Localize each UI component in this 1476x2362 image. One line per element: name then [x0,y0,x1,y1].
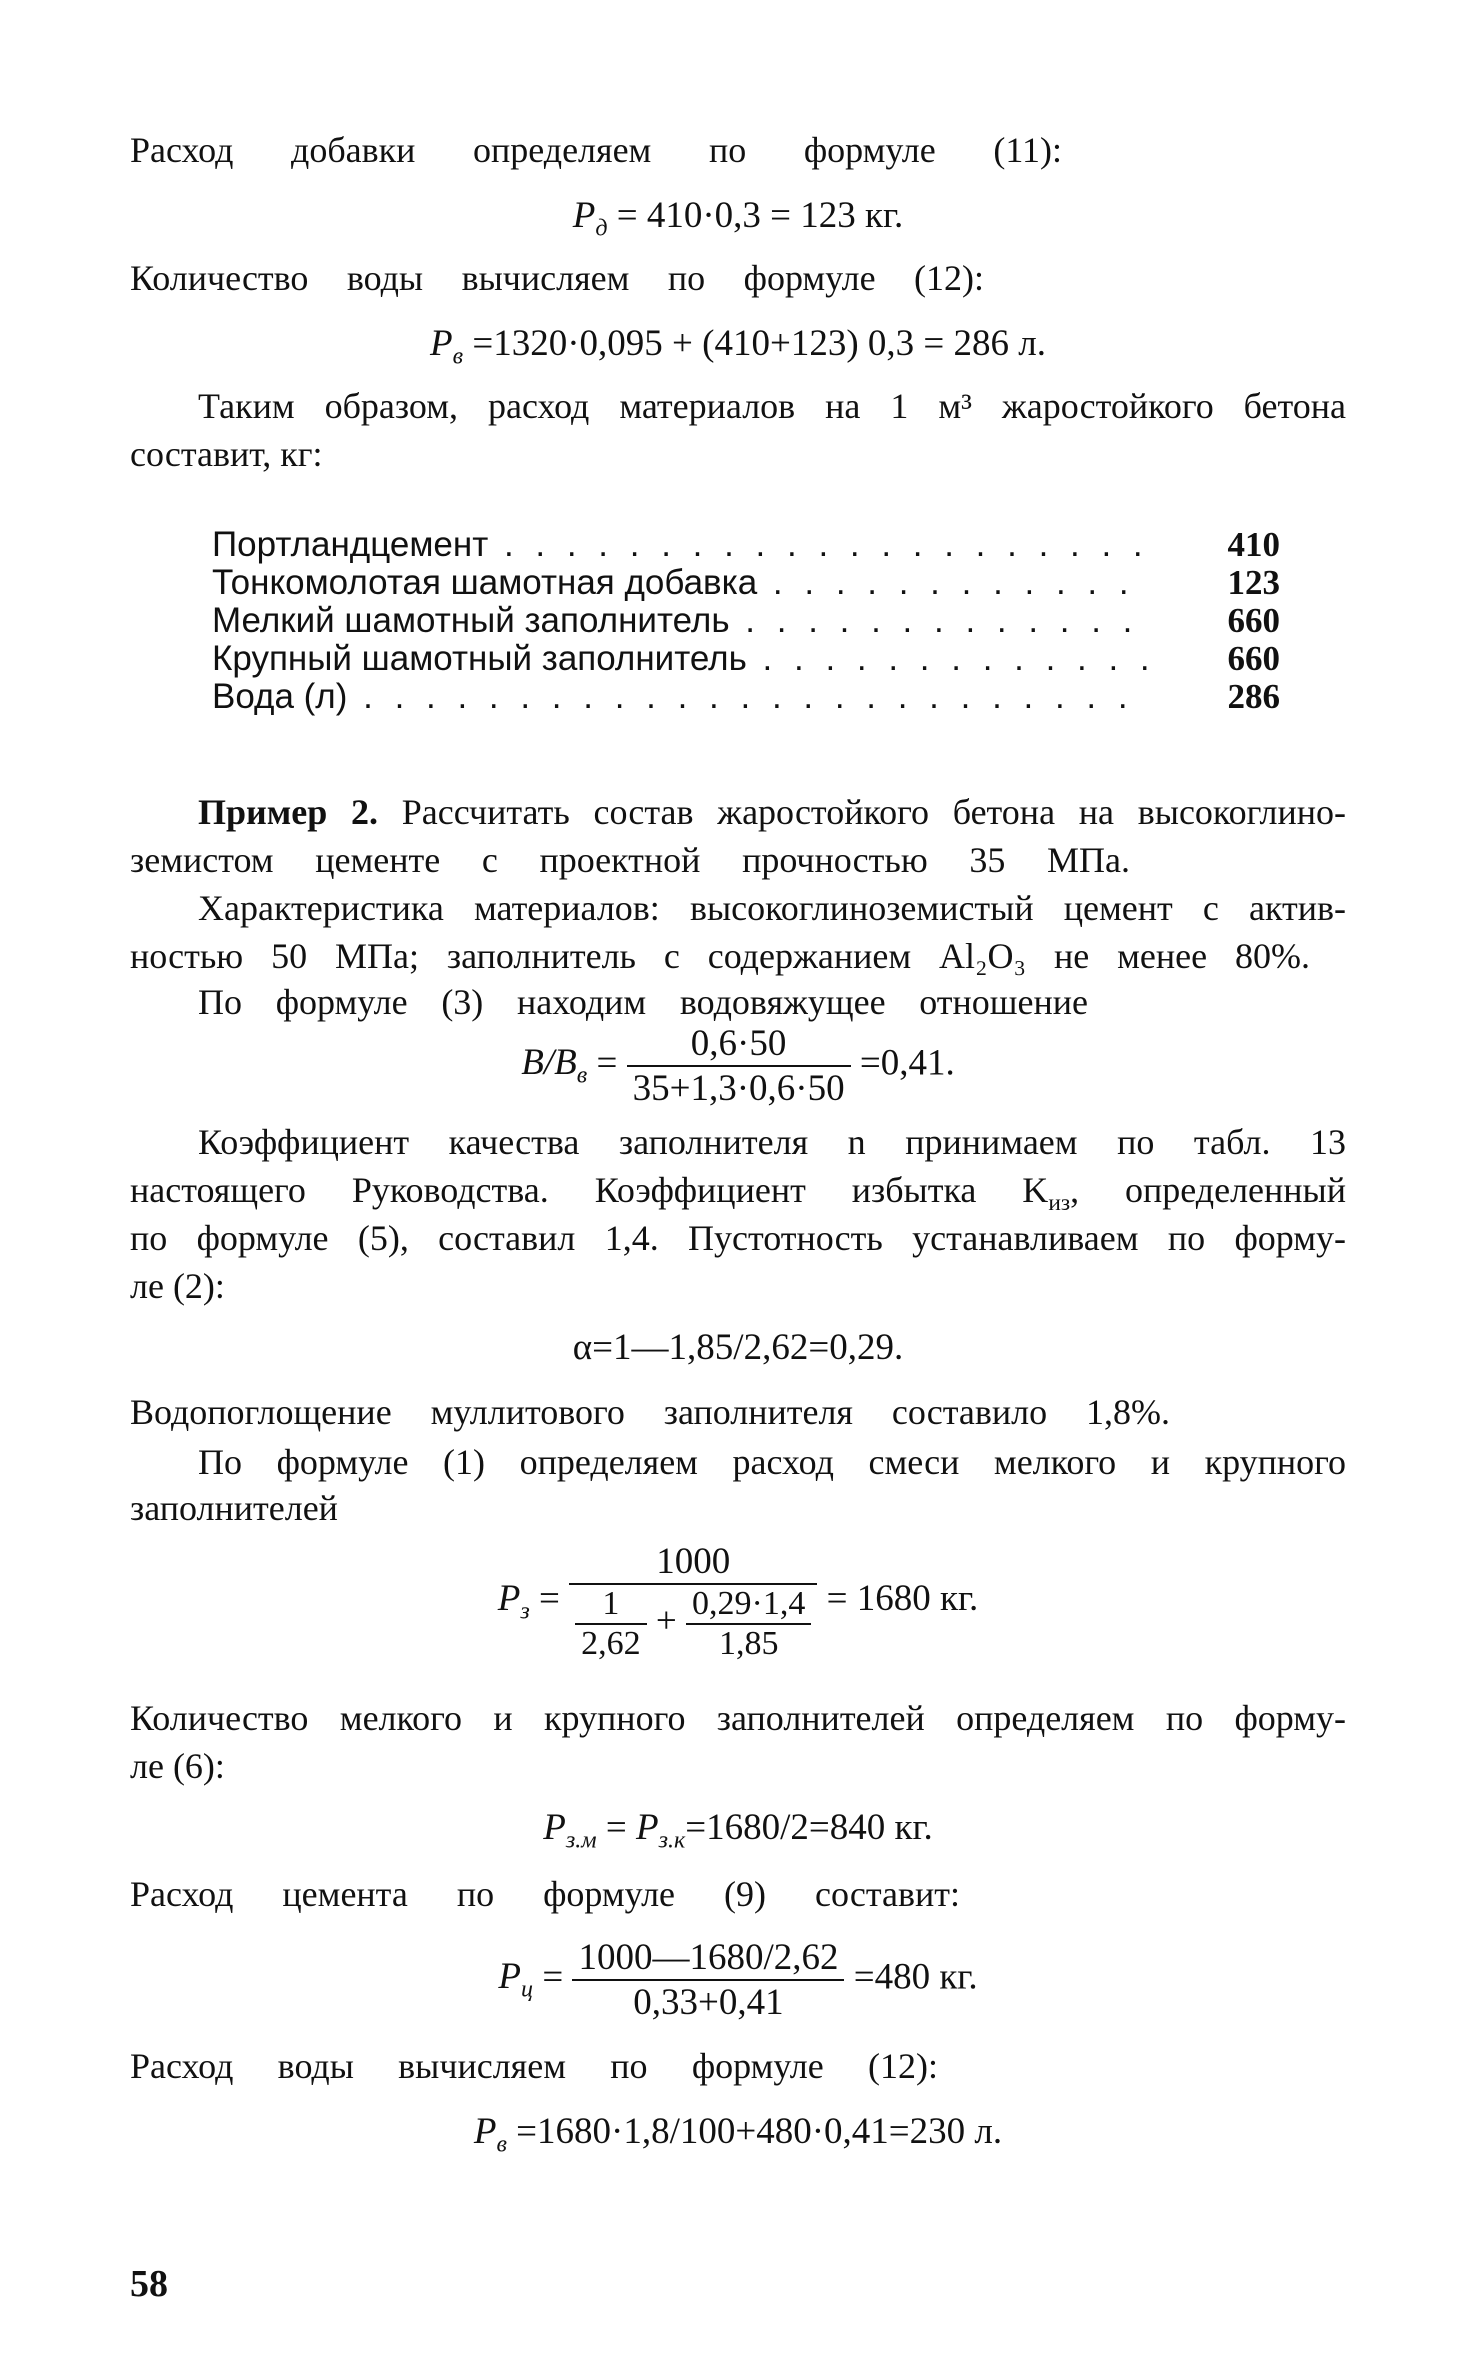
equation-pzm-rest: =1680/2=840 кг. [685,1807,933,1848]
text-line: Водопоглощение муллитового заполнителя составило 1,8%. [130,1392,1170,1432]
material-value: 286 [1227,677,1280,716]
coef-sub: из [1048,1190,1071,1217]
equation-pv1-rhs: =1320·0,095 + (410+123) 0,3 = 286 л. [472,323,1046,364]
equation-pc-result: =480 кг. [853,1956,978,1998]
text-line: Расход цемента по формуле (9) составит: [130,1874,960,1914]
equation-pz-lhs: Р [497,1577,521,1619]
equation-wc-numerator: 0,6·50 [627,1022,851,1067]
coef-text-end: , определенный [1070,1170,1346,1210]
example-2-label: Пример 2. [198,792,379,832]
equation-pd-rhs: = 410·0,3 = 123 кг. [616,195,904,236]
equation-pv2: $Р_в =1680\cdot 1,8/100+480\cdot 0,41=230$ л. [473,2111,1003,2158]
example-2-heading-line [198,790,1346,834]
equation-pz-fraction [569,1540,817,1663]
equation-pd: $Р_д = 410\cdot 0,3 = 123$ кг. [572,195,904,242]
coef-text: настоящего Руководства. Коэффициент избытка K [130,1170,1049,1210]
text-line: Расход добавки определяем по формуле (11): [130,130,1062,170]
equation-alpha: α=1—1,85/2,62=0,29. [572,1327,904,1368]
material-row [212,602,1280,640]
material-value: 410 [1227,525,1280,564]
material-value: 660 [1227,639,1280,678]
material-row [212,678,1280,716]
text-line: Таким образом, расход материалов на 1 м³ жаростойкого бетона [198,386,1346,426]
equation-pz-numerator: 1000 [569,1540,817,1585]
equation-wc-fraction [627,1022,851,1110]
equation-wc-denominator: 35+1,3·0,6·50 [632,1068,845,1109]
equation-pz-result: = 1680 кг. [826,1577,979,1619]
equation-wc-lhs: В/В [521,1042,577,1084]
equation-pz-sub: з [520,1598,530,1625]
material-name: Крупный шамотный заполнитель . . . [212,640,1152,678]
equation-wc-result: =0,41. [859,1042,955,1084]
material-value: 660 [1227,601,1280,640]
equation-pz: $Р_з$ = 1000 $\frac{1}{2,62}$ + $\frac{0,29\cdot 1,4}{1,85}$ = 1680 кг. [497,1541,979,1662]
equation-pv1: $Р_в =1320\cdot 0,095 + (410+123) 0,3 = 286$ л. [430,323,1046,370]
text-line: По формуле (3) находим водовяжущее отношение [198,982,1088,1022]
equation-wc-sub: в [576,1062,588,1089]
equation-pc: $Р_ц$ = $\frac{1000—1680/2,62}{0,33+0,41}$ =480 кг. [498,1937,978,2023]
material-row [212,564,1280,602]
material-name: Вода (л) . . . [212,678,1152,716]
text-line: земистом цементе с проектной прочностью 35 МПа. [130,840,1130,880]
equation-pv2-rhs: =1680·1,8/100+480·0,41=230 л. [516,2111,1003,2152]
page-number: 58 [130,2263,168,2305]
text-line: Коэффициент качества заполнителя n принимаем по табл. 13 [198,1122,1346,1162]
text-line [130,1168,1346,1217]
text-line: ностью 50 МПа; заполнитель с содержанием Al₂O₃ не менее 80%. [130,936,1310,976]
text-line: составит, кг: [130,434,323,474]
text-line: ле (6): [130,1746,225,1786]
material-value: 123 [1227,563,1280,602]
material-name: Мелкий шамотный заполнитель . . . [212,602,1152,640]
equation-pc-fraction [572,1936,844,2024]
material-row [212,640,1280,678]
equation-pzm: $Р_{з.м} = Р_{з.к}=1680/2=840$ кг. [543,1807,933,1854]
text-line: Количество мелкого и крупного заполнителей определяем по форму- [130,1698,1346,1738]
equation-pc-numerator: 1000—1680/2,62 [572,1936,844,1981]
text-line: Характеристика материалов: высокоглиноземистый цемент с актив- [198,888,1346,928]
equation-pz-denominator: $\frac{1}{2,62}$ + $\frac{0,29\cdot 1,4}{1,85}$ [569,1585,817,1663]
equation-wc: $В/В_в$ = $\frac{0,6\cdot 50}{35+1,3\cdot 0,6\cdot 50}$ =0,41. [521,1023,955,1109]
text-line: По формуле (1) определяем расход смеси мелкого и крупного [198,1442,1346,1482]
text-line: Количество воды вычисляем по формуле (12): [130,258,984,298]
material-row [212,526,1280,564]
text-line: по формуле (5), составил 1,4. Пустотность устанавливаем по форму- [130,1218,1346,1258]
text-line: заполнителей [130,1488,338,1528]
equation-pc-denominator: 0,33+0,41 [633,1982,784,2023]
text-line: ле (2): [130,1266,225,1306]
material-name: Портландцемент . . . [212,526,1152,564]
example-2-text: Рассчитать состав жаростойкого бетона на высокоглино- [401,792,1347,832]
material-name: Тонкомолотая шамотная добавка . . . [212,564,1152,602]
text-line: Расход воды вычисляем по формуле (12): [130,2046,938,2086]
